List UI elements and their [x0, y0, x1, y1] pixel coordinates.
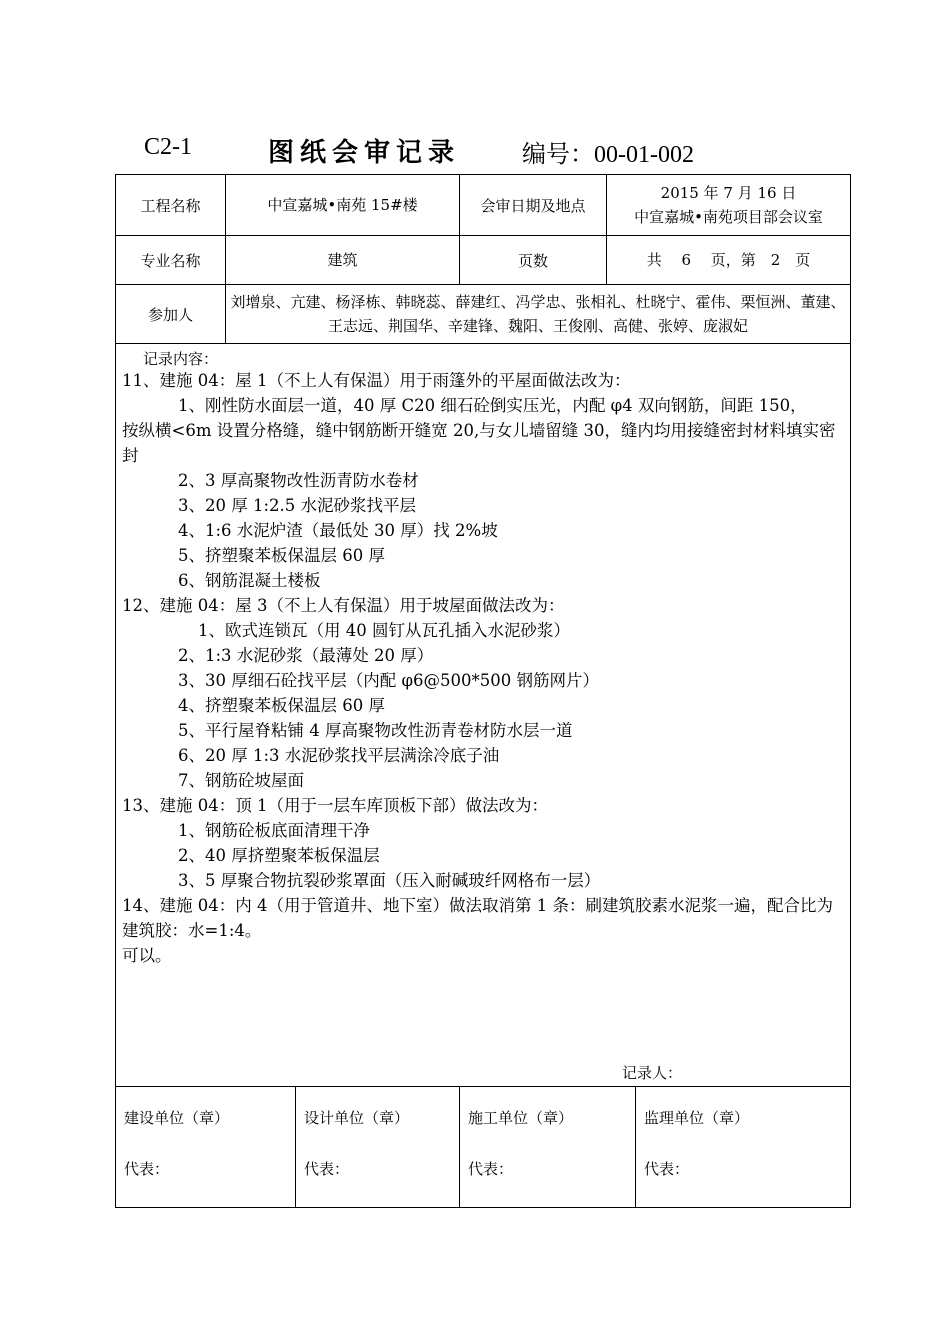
project-name-label: 工程名称 — [116, 175, 226, 236]
record-lines — [122, 368, 846, 968]
form-code: C2-1 — [144, 134, 192, 160]
signature-unit: 设计单位（章） — [304, 1109, 410, 1127]
record-line: 4、1:6 水泥炉渣（最低处 30 厚）找 2%坡 — [178, 521, 498, 540]
signature-representative: 代表： — [124, 1160, 170, 1178]
record-line: 2、3 厚高聚物改性沥青防水卷材 — [178, 471, 419, 490]
record-content-cell — [116, 344, 851, 1087]
review-date-label: 会审日期及地点 — [460, 175, 607, 236]
pages-label: 页数 — [460, 236, 607, 285]
record-line: 1、欧式连锁瓦（用 40 圆钉从瓦孔插入水泥砂浆） — [198, 621, 570, 640]
record-row — [116, 344, 851, 1087]
specialty-label: 专业名称 — [116, 236, 226, 285]
signature-construction — [116, 1087, 296, 1208]
record-line: 13、建施 04：顶 1（用于一层车库顶板下部）做法改为： — [122, 796, 548, 815]
participants-value: 刘增泉、亢建、杨泽栋、韩晓蕊、薛建红、冯学忠、张相礼、杜晓宁、霍伟、栗恒洲、董建、王志远、荆国华、辛建锋、魏阳、王俊刚、高健、张婷、庞淑妃 — [226, 285, 851, 344]
record-line: 2、1:3 水泥砂浆（最薄处 20 厚） — [178, 646, 434, 665]
signature-representative: 代表： — [304, 1160, 350, 1178]
signature-supervision — [636, 1087, 851, 1208]
record-line: 3、30 厚细石砼找平层（内配 φ6@500*500 钢筋网片） — [178, 671, 600, 690]
record-content — [116, 344, 850, 1086]
record-line: 按纵横<6m 设置分格缝，缝中钢筋断开缝宽 20,与女儿墙留缝 30，缝内均用接缝密封材料填实密封 — [122, 421, 836, 465]
project-row — [116, 175, 851, 236]
signature-representative: 代表： — [468, 1160, 514, 1178]
record-line: 5、平行屋脊粘铺 4 厚高聚物改性沥青卷材防水层一道 — [178, 721, 573, 740]
review-location: 中宣嘉城•南苑项目部会议室 — [634, 208, 823, 226]
record-line: 6、20 厚 1:3 水泥砂浆找平层满涂冷底子油 — [178, 746, 500, 765]
record-line: 11、建施 04：屋 1（不上人有保温）用于雨篷外的平屋面做法改为： — [122, 371, 631, 390]
record-line: 5、挤塑聚苯板保温层 60 厚 — [178, 546, 385, 565]
record-line: 7、钢筋砼坡屋面 — [178, 771, 304, 790]
record-line: 可以。 — [122, 946, 172, 965]
signature-contractor — [460, 1087, 636, 1208]
signature-unit: 监理单位（章） — [644, 1109, 750, 1127]
project-name-value: 中宣嘉城•南苑 15#楼 — [226, 175, 460, 236]
review-record-table — [115, 174, 851, 1208]
record-line: 3、5 厚聚合物抗裂砂浆罩面（压入耐碱玻纤网格布一层） — [178, 871, 601, 890]
record-line: 14、建施 04：内 4（用于管道井、地下室）做法取消第 1 条：刷建筑胶素水泥浆一遍，配合比为建筑胶：水=1:4。 — [122, 896, 833, 940]
document-number: 编号：00-01-002 — [522, 142, 694, 168]
record-line: 6、钢筋混凝土楼板 — [178, 571, 321, 590]
document-header — [0, 130, 950, 170]
specialty-value: 建筑 — [226, 236, 460, 285]
pages-value: 共 6 页，第 2 页 — [607, 236, 851, 285]
record-line: 2、40 厚挤塑聚苯板保温层 — [178, 846, 380, 865]
specialty-row — [116, 236, 851, 285]
record-heading: 记录内容： — [143, 350, 219, 368]
record-line: 1、钢筋砼板底面清理干净 — [178, 821, 370, 840]
participants-row — [116, 285, 851, 344]
signature-unit: 施工单位（章） — [468, 1109, 574, 1127]
review-date: 2015 年 7 月 16 日 — [660, 184, 797, 202]
record-line: 1、刚性防水面层一道，40 厚 C20 细石砼倒实压光，内配 φ4 双向钢筋，间距 150， — [178, 396, 807, 415]
recorder-label: 记录人： — [622, 1064, 683, 1082]
review-date-value — [607, 175, 851, 236]
record-line: 12、建施 04：屋 3（不上人有保温）用于坡屋面做法改为： — [122, 596, 565, 615]
signature-unit: 建设单位（章） — [124, 1109, 230, 1127]
record-line: 3、20 厚 1:2.5 水泥砂浆找平层 — [178, 496, 417, 515]
record-line: 4、挤塑聚苯板保温层 60 厚 — [178, 696, 385, 715]
document-title: 图纸会审记录 — [268, 138, 461, 168]
participants-label: 参加人 — [116, 285, 226, 344]
signature-row — [116, 1087, 851, 1208]
signature-design — [296, 1087, 460, 1208]
signature-representative: 代表： — [644, 1160, 690, 1178]
